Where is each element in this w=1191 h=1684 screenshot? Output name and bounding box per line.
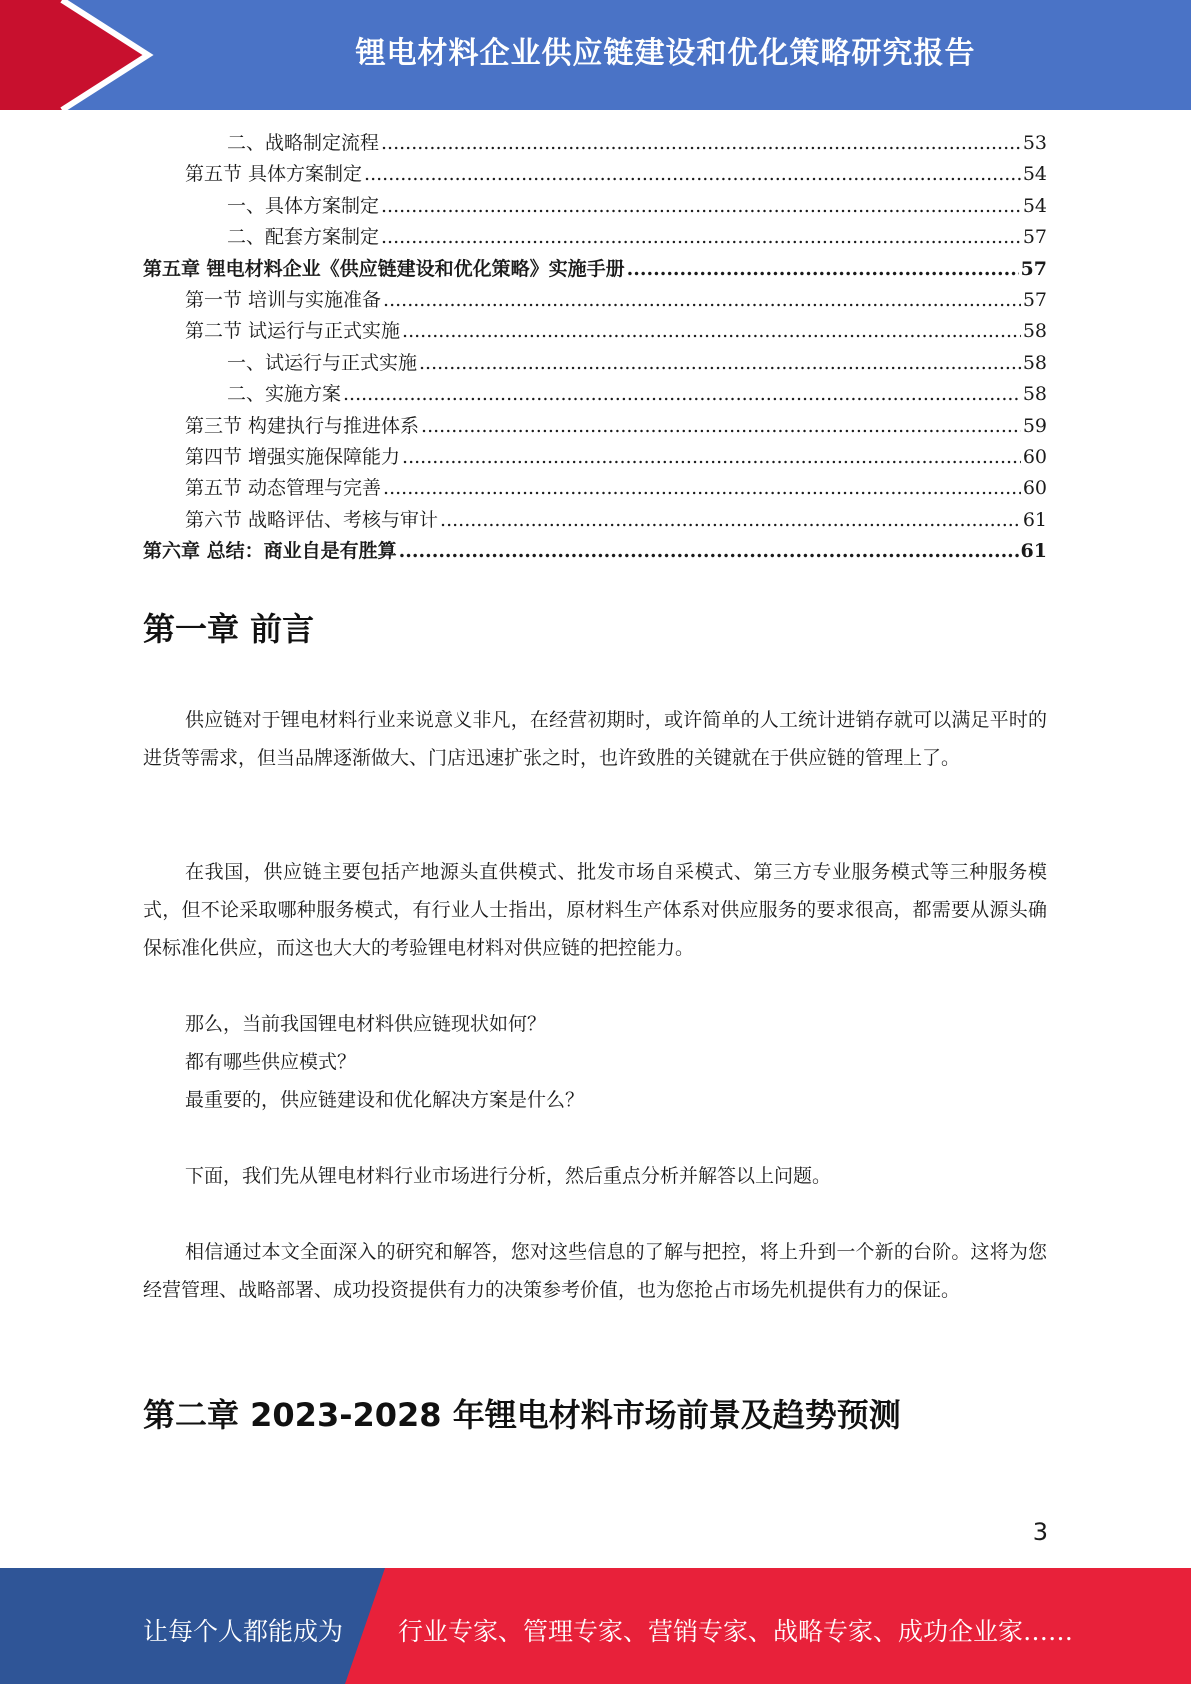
toc-entry[interactable] xyxy=(143,285,1047,316)
question-line: 那么，当前我国锂电材料供应链现状如何？ xyxy=(185,1013,547,1035)
toc-entry-title: 二、实施方案 xyxy=(227,383,342,406)
toc-entry-page: 59 xyxy=(1022,414,1047,437)
toc-entry-page: 61 xyxy=(1020,540,1047,563)
toc-leader-dots xyxy=(402,446,1021,468)
toc-leader-dots xyxy=(440,509,1021,531)
toc-entry[interactable] xyxy=(143,536,1047,567)
toc-leader-dots xyxy=(381,226,1021,248)
toc-entry-page: 54 xyxy=(1022,163,1047,186)
toc-leader-dots xyxy=(343,383,1021,405)
toc-entry-title: 第五节 动态管理与完善 xyxy=(185,477,382,500)
toc-entry-title: 第三节 构建执行与推进体系 xyxy=(185,414,420,437)
toc-entry-page: 58 xyxy=(1022,351,1047,374)
toc-leader-dots xyxy=(402,320,1021,342)
toc-entry-page: 60 xyxy=(1022,445,1047,468)
toc-leader-dots xyxy=(421,415,1021,437)
toc-entry-page: 58 xyxy=(1022,320,1047,343)
toc-entry-title: 一、具体方案制定 xyxy=(227,194,380,217)
toc-entry-title: 第四节 增强实施保障能力 xyxy=(185,445,401,468)
toc-entry-page: 57 xyxy=(1022,288,1047,311)
toc-entry-title: 第六节 战略评估、考核与审计 xyxy=(185,508,439,531)
toc-entry-title: 一、试运行与正式实施 xyxy=(227,351,418,374)
toc-leader-dots xyxy=(419,352,1021,374)
footer-slogan-right: 行业专家、管理专家、营销专家、战略专家、成功企业家…… xyxy=(398,1617,1074,1646)
toc-entry[interactable] xyxy=(143,316,1047,347)
toc-entry[interactable] xyxy=(143,473,1047,504)
toc-entry[interactable] xyxy=(143,505,1047,536)
toc-entry-title: 二、战略制定流程 xyxy=(227,132,380,154)
question-line: 都有哪些供应模式？ xyxy=(185,1051,357,1073)
toc-entry[interactable] xyxy=(143,442,1047,473)
question-line: 最重要的，供应链建设和优化解决方案是什么？ xyxy=(185,1089,585,1111)
page-footer xyxy=(0,1568,1191,1684)
footer-slogan-left: 让每个人都能成为 xyxy=(143,1617,344,1646)
toc-entry[interactable] xyxy=(143,222,1047,253)
toc-entry[interactable] xyxy=(143,379,1047,410)
toc-entry[interactable] xyxy=(143,191,1047,222)
toc-leader-dots xyxy=(381,132,1021,154)
toc-leader-dots xyxy=(383,289,1021,311)
toc-entry-title: 第六章 总结：商业自是有胜算 xyxy=(143,540,397,563)
toc-entry-title: 第五节 具体方案制定 xyxy=(185,163,363,186)
toc-entry-page: 58 xyxy=(1022,383,1047,406)
toc-entry-title: 第一节 培训与实施准备 xyxy=(185,288,382,311)
paragraph: 相信通过本文全面深入的研究和解答，您对这些信息的了解与把控，将上升到一个新的台阶。这将为您经营管理、战略部署、成功投资提供有力的决策参考价值，也为您抢占市场先机提供有力的保证。 xyxy=(143,1241,1047,1301)
toc-entry-page: 57 xyxy=(1022,226,1047,249)
toc-leader-dots xyxy=(364,163,1021,185)
page-number: 3 xyxy=(1032,1518,1048,1546)
toc-entry-page: 54 xyxy=(1022,194,1047,217)
toc-leader-dots xyxy=(383,477,1021,499)
toc-entry-page: 61 xyxy=(1022,508,1047,531)
toc-entry-page: 53 xyxy=(1022,132,1047,154)
toc-entry-page: 57 xyxy=(1020,257,1047,280)
table-of-contents xyxy=(143,128,1047,567)
toc-leader-dots xyxy=(627,258,1019,280)
toc-entry-title: 第五章 锂电材料企业《供应链建设和优化策略》实施手册 xyxy=(143,257,625,280)
paragraph: 在我国，供应链主要包括产地源头直供模式、批发市场自采模式、第三方专业服务模式等三种服务模式，但不论采取哪种服务模式，有行业人士指出，原材料生产体系对供应服务的要求很高，都需要从源头确保标准化供应，而这也大大的考验锂电材料对供应链的把控能力。 xyxy=(143,861,1047,959)
paragraph: 下面，我们先从锂电材料行业市场进行分析，然后重点分析并解答以上问题。 xyxy=(185,1165,832,1187)
toc-entry[interactable] xyxy=(143,128,1047,159)
header-title: 锂电材料企业供应链建设和优化策略研究报告 xyxy=(355,36,976,71)
toc-entry-page: 60 xyxy=(1022,477,1047,500)
toc-entry[interactable] xyxy=(143,411,1047,442)
toc-entry[interactable] xyxy=(143,348,1047,379)
chapter-1-title: 第一章 前言 xyxy=(143,610,315,648)
toc-entry-title: 第二节 试运行与正式实施 xyxy=(185,320,401,343)
paragraph: 供应链对于锂电材料行业来说意义非凡，在经营初期时，或许简单的人工统计进销存就可以满足平时的进货等需求，但当品牌逐渐做大、门店迅速扩张之时，也许致胜的关键就在于供应链的管理上了。 xyxy=(143,709,1047,769)
page-header xyxy=(0,0,1191,110)
toc-entry[interactable] xyxy=(143,254,1047,285)
chapter-2-title: 第二章 2023-2028 年锂电材料市场前景及趋势预测 xyxy=(143,1396,901,1434)
toc-leader-dots xyxy=(381,195,1021,217)
toc-entry-title: 二、配套方案制定 xyxy=(227,226,380,249)
toc-entry[interactable] xyxy=(143,159,1047,190)
toc-leader-dots xyxy=(399,540,1019,562)
